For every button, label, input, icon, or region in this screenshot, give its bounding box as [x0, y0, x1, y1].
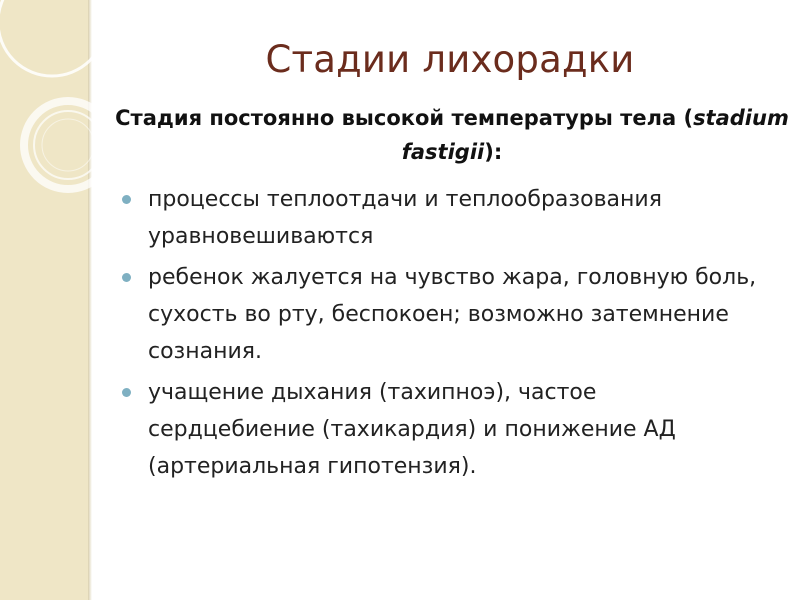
bullet-item	[120, 181, 770, 255]
slide-title: Стадии лихорадки	[265, 38, 635, 81]
bullet-text: ребенок жалуется на чувство жара, головную боль, сухость во рту, беспокоен; возможно затемнение сознания.	[148, 265, 757, 364]
side-band	[0, 0, 88, 600]
subtitle-text: Стадия постоянно высокой температуры тела (	[115, 106, 694, 130]
bullet-item	[120, 374, 770, 485]
bullet-text: процессы теплоотдачи и теплообразования уравновешиваются	[148, 187, 662, 249]
side-band-edge	[88, 0, 92, 600]
bullet-item	[120, 259, 770, 370]
bullet-text: учащение дыхания (тахипноэ), частое сердцебиение (тахикардия) и понижение АД (артериальная гипотензия).	[148, 380, 676, 479]
subtitle-end: ):	[484, 140, 503, 164]
bullet-dot-icon	[122, 195, 131, 204]
bullet-dot-icon	[122, 273, 131, 282]
subtitle-latin-term: stadium fastigii	[401, 106, 789, 164]
bullet-dot-icon	[122, 388, 131, 397]
slide-subtitle	[110, 101, 794, 169]
bullet-list	[120, 181, 770, 489]
